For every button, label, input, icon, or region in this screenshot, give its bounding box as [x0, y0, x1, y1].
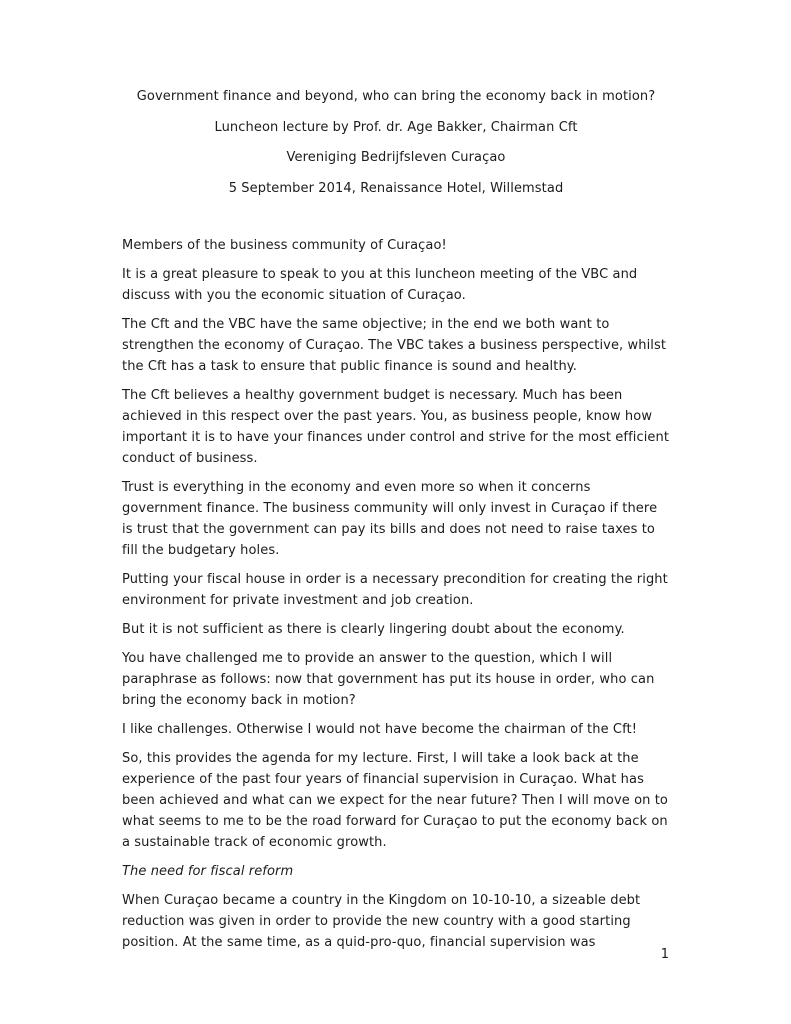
- document-header: [122, 86, 670, 199]
- paragraph: But it is not sufficient as there is clearly lingering doubt about the economy.: [122, 621, 625, 637]
- document-subtitle-speaker: Luncheon lecture by Prof. dr. Age Bakker, Chairman Cft: [214, 119, 578, 135]
- document-content: [122, 86, 670, 961]
- paragraph: You have challenged me to provide an answer to the question, which I will paraphrase as follows: now that government has put its house in order, who can bring the economy back in motion?: [122, 650, 655, 708]
- document-title: Government finance and beyond, who can bring the economy back in motion?: [136, 89, 656, 104]
- paragraph: I like challenges. Otherwise I would not have become the chairman of the Cft!: [122, 721, 638, 737]
- paragraph: The Cft believes a healthy government budget is necessary. Much has been achieved in this respect over the past years. You, as business people, know how important it is to have your finances under control and strive for the most efficient conduct of business.: [122, 387, 670, 466]
- page-number: 1: [660, 947, 669, 962]
- section-heading-fiscal-reform: The need for fiscal reform: [122, 863, 294, 879]
- paragraph: Trust is everything in the economy and even more so when it concerns government finance. The business community will only invest in Curaçao if there is trust that the government can pay its bills and does not need to raise taxes to fill the budgetary holes.: [122, 479, 658, 558]
- paragraph: The Cft and the VBC have the same objective; in the end we both want to strengthen the economy of Curaçao. The VBC takes a business perspective, whilst the Cft has a task to ensure that public finance is sound and healthy.: [122, 316, 667, 374]
- document-subtitle-organization: Vereniging Bedrijfsleven Curaçao: [286, 150, 506, 165]
- paragraph: When Curaçao became a country in the Kingdom on 10-10-10, a sizeable debt reduction was given in order to provide the new country with a good starting position. At the same time, as a quid-pro-quo, financial supervision was: [122, 892, 641, 950]
- paragraph: Putting your fiscal house in order is a necessary precondition for creating the right environment for private investment and job creation.: [122, 571, 668, 608]
- paragraph-salutation: Members of the business community of Curaçao!: [122, 237, 447, 253]
- paragraph: So, this provides the agenda for my lecture. First, I will take a look back at the experience of the past four years of financial supervision in Curaçao. What has been achieved and what can we expect for the near future? Then I will move on to what seems to me to be the road forward for Curaçao to put the economy back on a sustainable track of economic growth.: [122, 750, 668, 850]
- paragraph: It is a great pleasure to speak to you at this luncheon meeting of the VBC and discuss with you the economic situation of Curaçao.: [122, 266, 638, 303]
- document-body: [122, 235, 670, 953]
- document-subtitle-date-venue: 5 September 2014, Renaissance Hotel, Willemstad: [228, 180, 564, 196]
